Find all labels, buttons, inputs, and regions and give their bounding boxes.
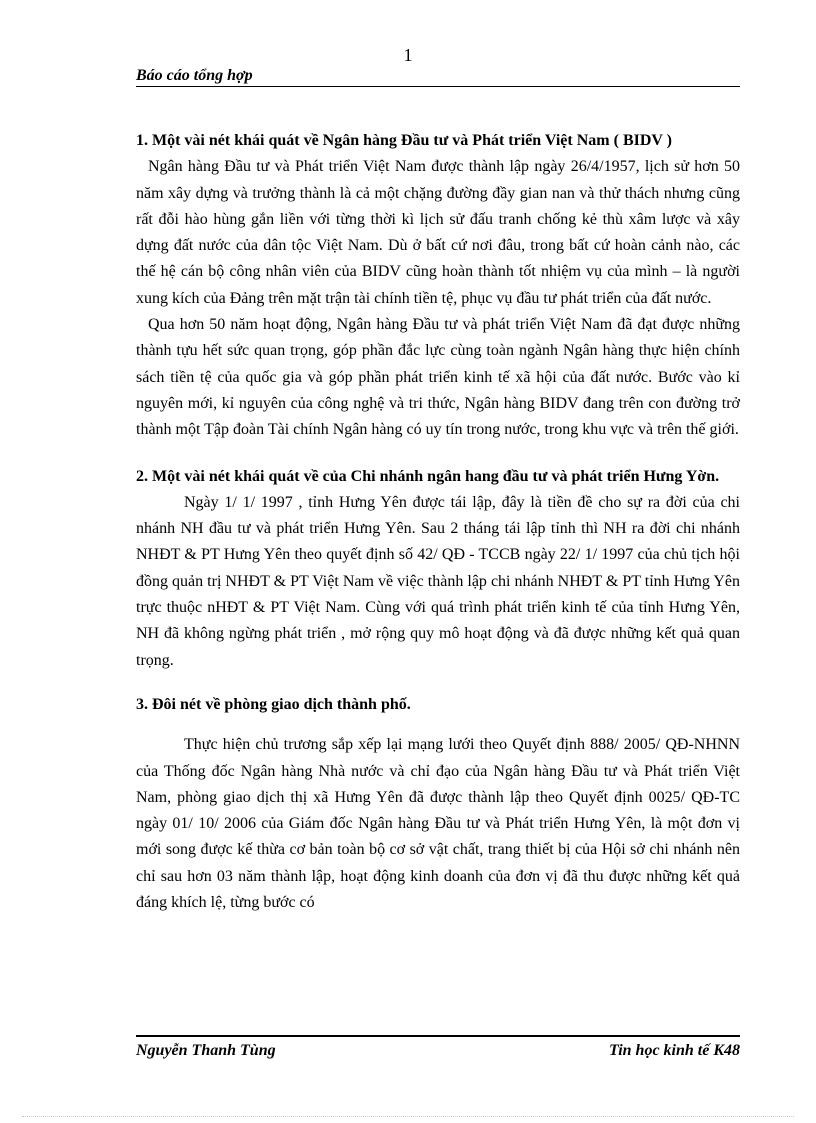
- page-number: 1: [403, 45, 413, 65]
- page-edge-line: [22, 1116, 794, 1117]
- header-divider: [136, 86, 740, 87]
- section-3-paragraph-1: Thực hiện chủ trương sắp xếp lại mạng lưới theo Quyết định 888/ 2005/ QĐ-NHNN của Thống đốc Ngân hàng Nhà nước và chỉ đạo của Ngân hàng Đầu tư và Phát triển Việt Nam, phòng giao dịch thị xã Hưng Yên đã được thành lập theo Quyết định 0025/ QĐ-TC ngày 01/ 10/ 2006 của Giám đốc Ngân hàng Đầu tư và Phát triển Hưng Yên, là một đơn vị mới song được kế thừa cơ bản toàn bộ cơ sở vật chất, trang thiết bị của Hội sở chi nhánh nên chỉ sau hơn 03 năm thành lập, hoạt động kinh doanh của đơn vị đã thu được những kết quả đáng khích lệ, từng bước có: [136, 736, 740, 912]
- footer-author: Nguyễn Thanh Tùng: [136, 1042, 276, 1059]
- section-2-heading: 2. Một vài nét khái quát về của Chi nhánh ngân hang đầu tư và phát triển Hưng Yờn.: [136, 467, 720, 485]
- section-1-paragraph-2: Qua hơn 50 năm hoạt động, Ngân hàng Đầu tư và phát triển Việt Nam đã đạt được những thành tựu hết sức quan trọng, góp phần đắc lực cùng toàn ngành Ngân hàng thực hiện chính sách tiền tệ của quốc gia và góp phần phát triển kinh tế xã hội của đất nước. Bước vào kỉ nguyên mới, kỉ nguyên của công nghệ và tri thức, Ngân hàng BIDV đang trên con đường trở thành một Tập đoàn Tài chính Ngân hàng có uy tín trong nước, trong khu vực và trên thế giới.: [136, 316, 740, 439]
- report-header-title: Báo cáo tổng hợp: [136, 67, 253, 84]
- document-body: [136, 128, 740, 916]
- section-gap: [136, 718, 740, 732]
- section-1-paragraph-1: Ngân hàng Đầu tư và Phát triển Việt Nam được thành lập ngày 26/4/1957, lịch sử hơn 50 năm xây dựng và trưởng thành là cả một chặng đường đầy gian nan và thử thách nhưng cũng rất đỗi hào hùng gắn liền với từng thời kì lịch sử đấu tranh chống kẻ thù xâm lược và xây dựng đất nước của dân tộc Việt Nam. Dù ở bất cứ nơi đâu, trong bất cứ hoàn cảnh nào, các thế hệ cán bộ công nhân viên của BIDV cũng hoàn thành tốt nhiệm vụ của mình – là người xung kích của Đảng trên mặt trận tài chính tiền tệ, phục vụ đầu tư phát triển của đất nước.: [136, 158, 740, 307]
- section-3-heading: 3. Đôi nét về phòng giao dịch thành phố.: [136, 695, 411, 713]
- footer-course: Tin học kinh tế K48: [609, 1042, 740, 1059]
- footer-divider: [136, 1035, 740, 1037]
- section-1-heading: 1. Một vài nét khái quát về Ngân hàng Đầu tư và Phát triển Việt Nam ( BIDV ): [136, 132, 672, 149]
- section-gap: [136, 674, 740, 692]
- section-gap: [136, 444, 740, 464]
- section-2-paragraph-1: Ngày 1/ 1/ 1997 , tỉnh Hưng Yên được tái lập, đây là tiền đề cho sự ra đời của chi nhánh NH đầu tư và phát triển Hưng Yên. Sau 2 tháng tái lập tỉnh thì NH ra đời chi nhánh NHĐT & PT Hưng Yên theo quyết định số 42/ QĐ - TCCB ngày 22/ 1/ 1997 của chủ tịch hội đồng quản trị NHĐT & PT Việt Nam về việc thành lập chi nhánh NHĐT & PT tỉnh Hưng Yên trực thuộc nHĐT & PT Việt Nam. Cùng với quá trình phát triển kinh tế của tỉnh Hưng Yên, NH đã không ngừng phát triển , mở rộng quy mô hoạt động và đã được những kết quả quan trọng.: [136, 493, 740, 669]
